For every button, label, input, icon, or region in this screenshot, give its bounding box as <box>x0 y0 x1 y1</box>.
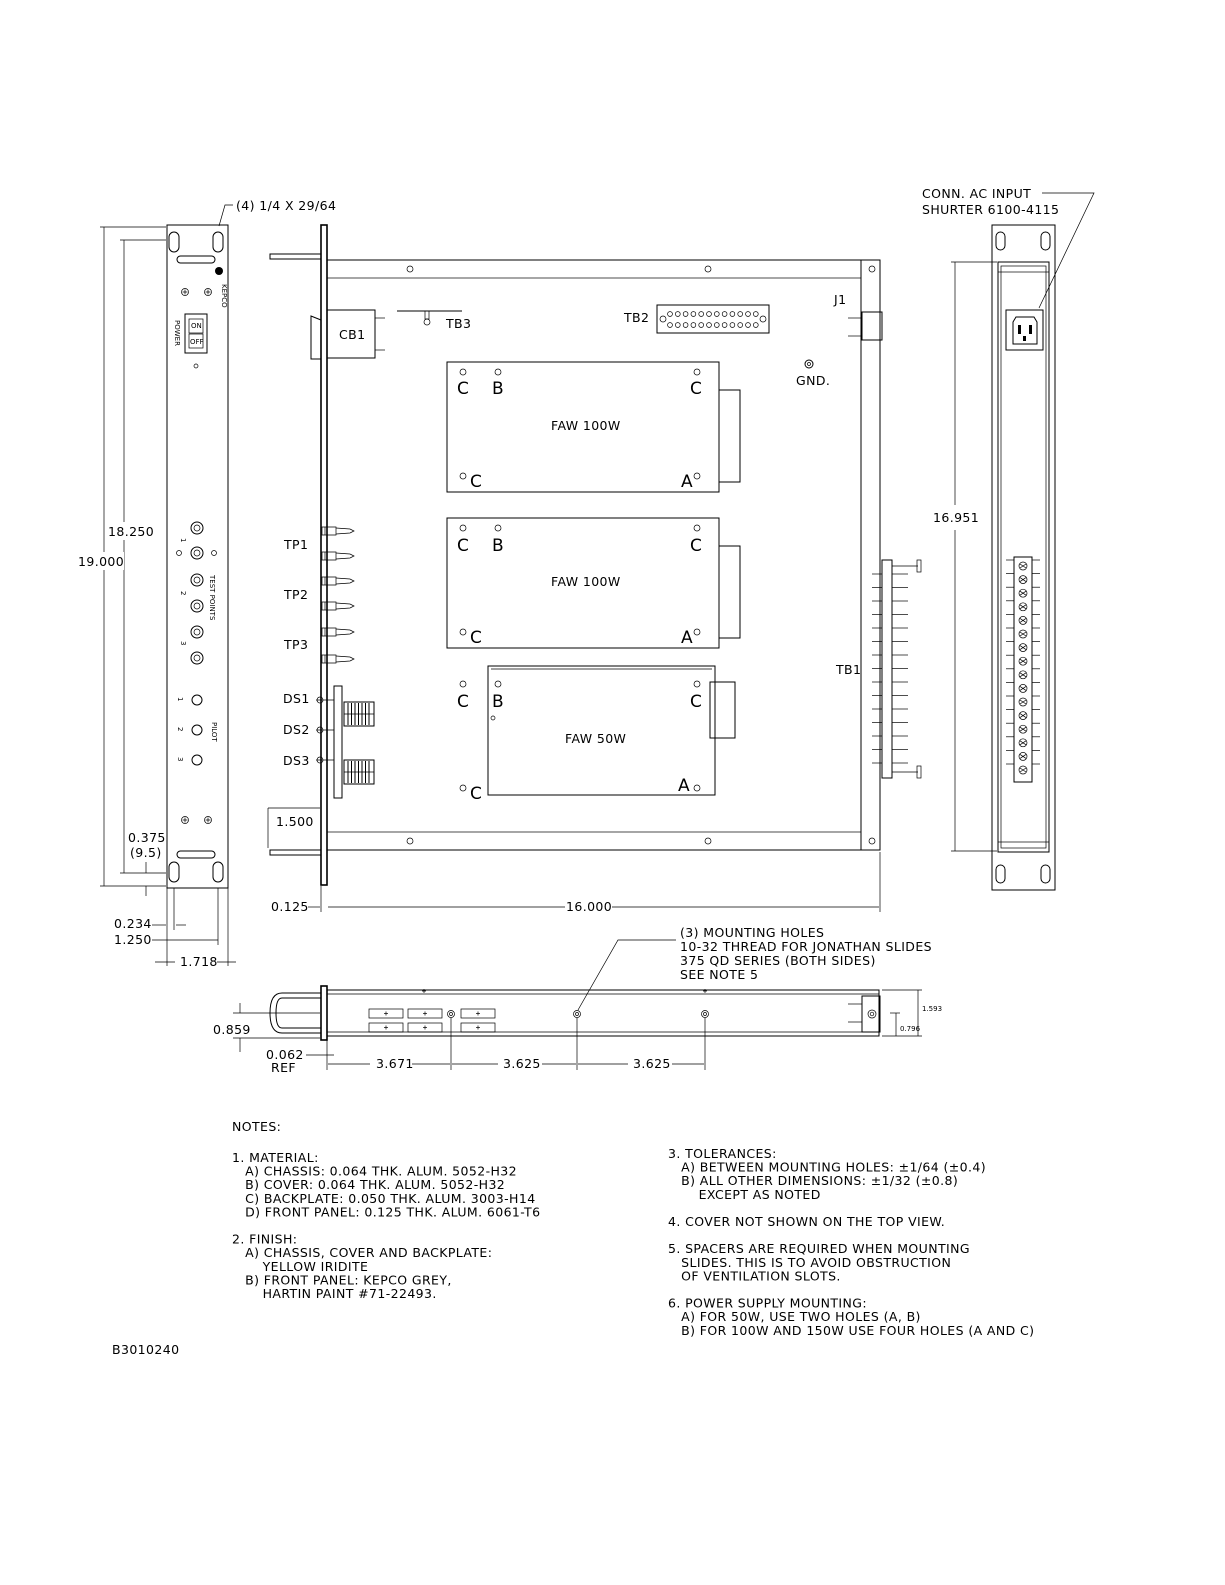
dim-3625-b: 3.625 <box>633 1056 671 1071</box>
tp-num-1: 1 <box>179 538 187 543</box>
tb1-terminal-strip <box>882 560 892 778</box>
notes-section <box>112 1119 1034 1357</box>
tp-num-3: 3 <box>179 641 187 646</box>
switch-on-label: ON <box>191 322 202 330</box>
mount-callout-4: SEE NOTE 5 <box>680 967 759 982</box>
pilot-num-3: 3 <box>176 757 184 762</box>
s1-hole-c2: C <box>690 379 702 399</box>
note-line: 6. POWER SUPPLY MOUNTING: <box>668 1295 867 1311</box>
label-tp3: TP3 <box>284 637 309 652</box>
note-line: B) COVER: 0.064 THK. ALUM. 5052-H32 <box>232 1177 506 1193</box>
power-switch <box>185 314 207 353</box>
dim-1250: 1.250 <box>114 932 152 947</box>
note-line: A) BETWEEN MOUNTING HOLES: ±1/64 (±0.4) <box>668 1159 987 1175</box>
dim-0234: 0.234 <box>114 916 152 931</box>
note-line: 1. MATERIAL: <box>232 1150 319 1165</box>
label-j1: J1 <box>834 292 847 307</box>
note-line: 5. SPACERS ARE REQUIRED WHEN MOUNTING <box>668 1241 970 1257</box>
dim-0375: 0.375 <box>128 830 166 845</box>
dim-16951: 16.951 <box>933 510 980 525</box>
s2-hole-c2: C <box>690 536 702 556</box>
s3-hole-c1: C <box>457 692 469 712</box>
note-line: B) ALL OTHER DIMENSIONS: ±1/32 (±0.8) <box>668 1173 959 1189</box>
note-line: A) FOR 50W, USE TWO HOLES (A, B) <box>668 1309 921 1325</box>
pilot-num-2: 2 <box>176 727 184 732</box>
test-points-label: TEST POINTS <box>208 575 216 621</box>
dim-0062: 0.062 <box>266 1047 304 1062</box>
mount-callout-3: 375 QD SERIES (BOTH SIDES) <box>680 953 876 968</box>
conn-callout-1: CONN. AC INPUT <box>922 186 1032 201</box>
screw-callout: (4) 1/4 X 29/64 <box>236 198 337 213</box>
note-line: B) FRONT PANEL: KEPCO GREY, <box>232 1272 452 1288</box>
dim-0125: 0.125 <box>271 899 309 914</box>
label-ds1: DS1 <box>283 691 310 706</box>
dim-1500: 1.500 <box>276 814 314 829</box>
note-line: SLIDES. THIS IS TO AVOID OBSTRUCTION <box>668 1254 952 1270</box>
s1-hole-a: A <box>681 472 693 492</box>
notes-heading: NOTES: <box>232 1119 282 1134</box>
label-tp1: TP1 <box>284 537 309 552</box>
note-line: A) CHASSIS, COVER AND BACKPLATE: <box>232 1245 493 1261</box>
mount-callout-1: (3) MOUNTING HOLES <box>680 925 825 940</box>
s3-hole-b: B <box>492 692 504 712</box>
dim-3625-a: 3.625 <box>503 1056 541 1071</box>
note-line: 3. TOLERANCES: <box>668 1146 777 1161</box>
dim-18250: 18.250 <box>108 524 155 539</box>
s3-hole-c3: C <box>470 784 482 804</box>
label-gnd: GND. <box>796 373 831 388</box>
dim-0796: 0.796 <box>900 1025 921 1033</box>
dim-16000: 16.000 <box>566 899 613 914</box>
brand-label: KEPCO <box>220 284 228 308</box>
top-view <box>268 225 921 914</box>
tb2-terminal-block <box>657 305 769 333</box>
switch-off-label: OFF <box>190 338 204 346</box>
front-panel-view <box>72 198 336 969</box>
label-tp2: TP2 <box>284 587 309 602</box>
dim-3671: 3.671 <box>376 1056 414 1071</box>
s1-hole-c1: C <box>457 379 469 399</box>
label-cb1: CB1 <box>339 327 366 342</box>
note-line: B) FOR 100W AND 150W USE FOUR HOLES (A AND C) <box>668 1322 1035 1338</box>
s1-hole-c3: C <box>470 472 482 492</box>
drawing-number: B3010240 <box>112 1342 180 1357</box>
pilot-label: PILOT <box>210 722 218 742</box>
note-line: C) BACKPLATE: 0.050 THK. ALUM. 3003-H14 <box>232 1190 536 1206</box>
s2-hole-c1: C <box>457 536 469 556</box>
label-tb1: TB1 <box>836 662 862 677</box>
pilot-num-1: 1 <box>176 697 184 702</box>
note-line: 2. FINISH: <box>232 1231 298 1247</box>
dim-ref: REF <box>271 1060 296 1075</box>
s2-hole-a: A <box>681 628 693 648</box>
s3-hole-c2: C <box>690 692 702 712</box>
rear-view <box>922 186 1094 890</box>
note-line: EXCEPT AS NOTED <box>668 1186 821 1202</box>
note-line: D) FRONT PANEL: 0.125 THK. ALUM. 6061-T6 <box>232 1204 541 1220</box>
dim-9-5: (9.5) <box>130 845 162 860</box>
s3-hole-a: A <box>678 776 690 796</box>
s2-hole-b: B <box>492 536 504 556</box>
label-tb3: TB3 <box>446 316 472 331</box>
power-label: POWER <box>173 320 181 346</box>
side-view <box>213 925 942 1075</box>
note-line: A) CHASSIS: 0.064 THK. ALUM. 5052-H32 <box>232 1163 518 1179</box>
supply3-label: FAW 50W <box>565 731 627 746</box>
mount-callout-2: 10-32 THREAD FOR JONATHAN SLIDES <box>680 939 932 954</box>
dim-1593: 1.593 <box>922 1005 943 1013</box>
dim-0859: 0.859 <box>213 1022 251 1037</box>
note-line: HARTIN PAINT #71-22493. <box>232 1286 437 1301</box>
supply1-label: FAW 100W <box>551 418 621 433</box>
label-ds3: DS3 <box>283 753 310 768</box>
conn-callout-2: SHURTER 6100-4115 <box>922 202 1060 217</box>
note-line: OF VENTILATION SLOTS. <box>668 1268 841 1284</box>
tp-num-2: 2 <box>179 591 187 596</box>
label-tb2: TB2 <box>624 310 650 325</box>
supply2-label: FAW 100W <box>551 574 621 589</box>
dim-1718: 1.718 <box>180 954 218 969</box>
s2-hole-c3: C <box>470 628 482 648</box>
label-ds2: DS2 <box>283 722 310 737</box>
note-line: 4. COVER NOT SHOWN ON THE TOP VIEW. <box>668 1214 946 1229</box>
s1-hole-b: B <box>492 379 504 399</box>
dim-19000: 19.000 <box>78 554 125 569</box>
note-line: YELLOW IRIDITE <box>232 1258 369 1274</box>
